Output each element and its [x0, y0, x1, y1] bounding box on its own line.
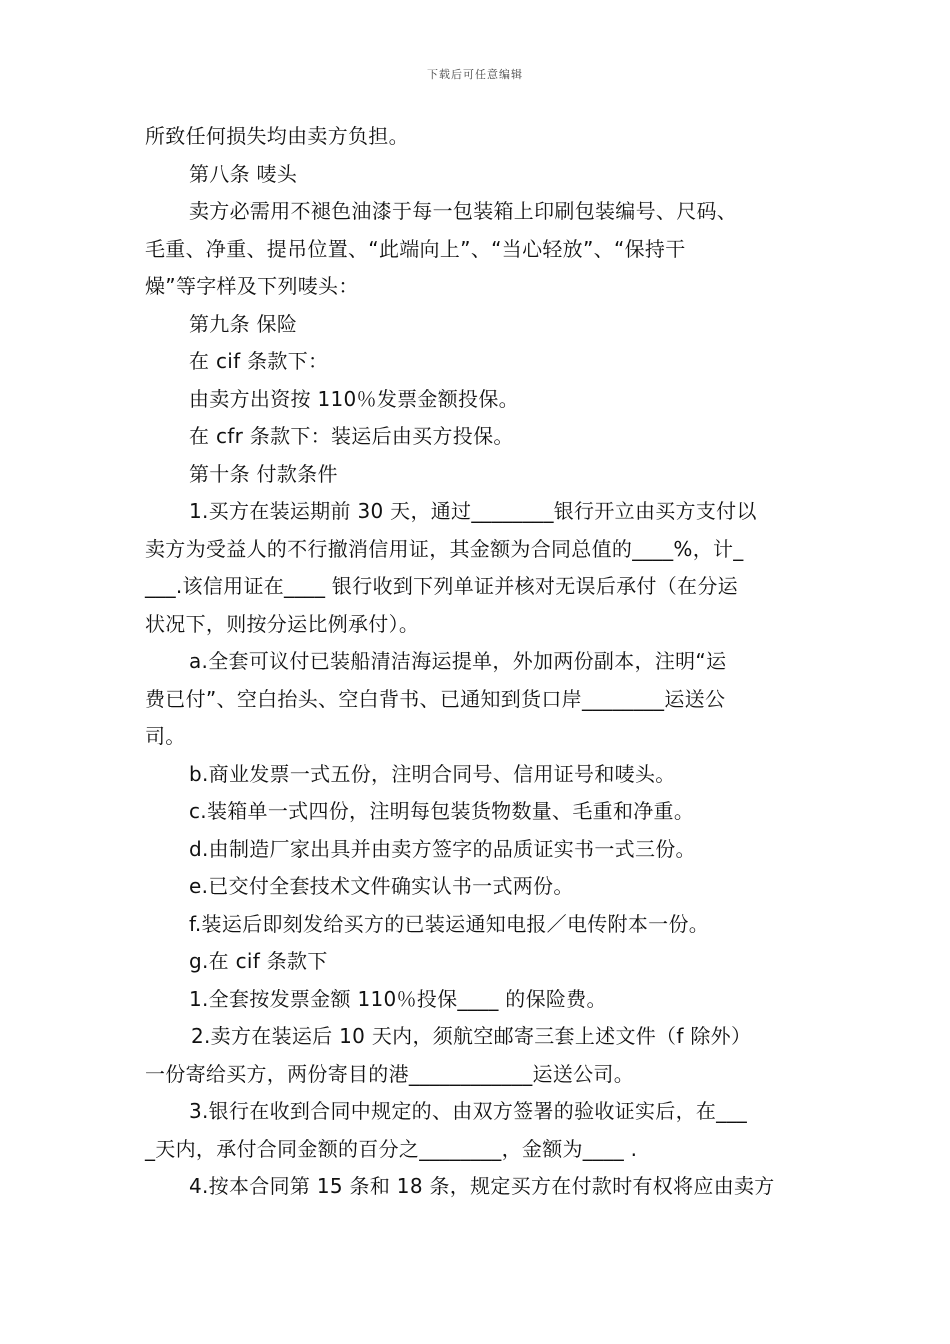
list-item: a.全套可议付已装船清洁海运提单，外加两份副本，注明“运 — [189, 649, 727, 673]
list-item: 4.按本合同第 15 条和 18 条，规定买方在付款时有权将应由卖方 — [189, 1174, 775, 1198]
text-line: 卖方为受益人的不行撤消信用证，其金额为合同总值的____%，计_ — [145, 536, 744, 561]
text-line: _天内，承付合同金额的百分之________，金额为____ . — [145, 1136, 638, 1161]
text-line: 一份寄给买方，两份寄目的港____________运送公司。 — [145, 1061, 634, 1086]
list-item: 2.卖方在装运后 10 天内，须航空邮寄三套上述文件（f 除外） — [191, 1024, 752, 1048]
list-item: 3.银行在收到合同中规定的、由双方签署的验收证实后，在___ — [189, 1099, 748, 1123]
text-line: 1.买方在装运期前 30 天，通过________银行开立由买方支付以 — [189, 499, 757, 523]
list-item: c.装箱单一式四份，注明每包装货物数量、毛重和净重。 — [189, 799, 695, 823]
text-line: 状况下，则按分运比例承付）。 — [145, 611, 420, 636]
text-line: 在 cif 条款下： — [189, 349, 329, 373]
article-heading: 第十条 付款条件 — [189, 461, 338, 486]
list-item: e.已交付全套技术文件确实认书一式两份。 — [189, 874, 574, 898]
page-header: 下载后可任意编辑 — [427, 68, 523, 81]
text-line: 司。 — [145, 724, 186, 748]
article-heading: 第九条 保险 — [189, 311, 298, 336]
document-body — [145, 118, 810, 1206]
text-line: 在 cfr 条款下：装运后由买方投保。 — [189, 424, 514, 448]
text-line: 燥”等字样及下列唛头： — [145, 274, 359, 298]
list-item: 1.全套按发票金额 110％投保____ 的保险费。 — [189, 986, 607, 1011]
text-line: 费已付”、空白抬头、空白背书、已通知到货口岸________运送公 — [145, 686, 726, 711]
article-heading: 第八条 唛头 — [189, 161, 298, 186]
list-item: g.在 cif 条款下 — [189, 949, 328, 973]
text-line: 所致任何损失均由卖方负担。 — [145, 124, 409, 148]
text-line: 毛重、净重、提吊位置、“此端向上”、“当心轻放”、“保持干 — [145, 236, 686, 261]
list-item: b.商业发票一式五份，注明合同号、信用证号和唛头。 — [189, 761, 676, 786]
text-line: ___.该信用证在____ 银行收到下列单证并核对无误后承付（在分运 — [145, 574, 738, 598]
list-item: f.装运后即刻发给买方的已装运通知电报／电传附本一份。 — [189, 911, 710, 936]
list-item: d.由制造厂家出具并由卖方签字的品质证实书一式三份。 — [189, 836, 696, 861]
text-line: 卖方必需用不褪色油漆于每一包装箱上印刷包装编号、尺码、 — [189, 199, 738, 223]
text-line: 由卖方出资按 110％发票金额投保。 — [189, 386, 519, 411]
